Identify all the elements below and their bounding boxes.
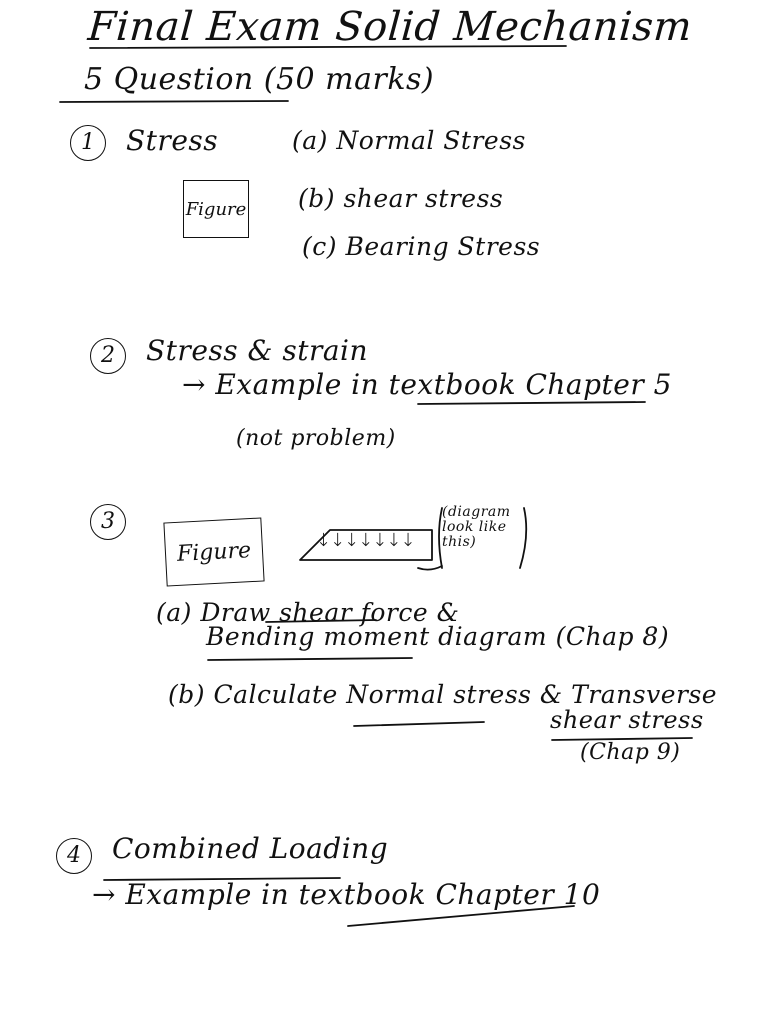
- question-4-number: 4: [56, 838, 92, 874]
- question-1-item-c: (c) Bearing Stress: [302, 232, 541, 261]
- page-title: Final Exam Solid Mechanism: [86, 4, 694, 50]
- question-3-number: 3: [90, 504, 126, 540]
- question-2-line-2: (not problem): [236, 426, 396, 451]
- question-1-figure-label: Figure: [185, 198, 247, 220]
- textbook-chapter-5-underline: [418, 402, 645, 404]
- question-4-line-1: → Example in textbook Chapter 10: [92, 878, 601, 911]
- bending-moment-underline: [208, 658, 412, 660]
- question-3-figure-box: [163, 517, 264, 586]
- question-2-heading: Stress & strain: [146, 334, 369, 367]
- normal-stress-underline: [354, 722, 484, 726]
- question-1-heading: Stress: [126, 124, 219, 157]
- diagram-note: (diagram look like this): [442, 504, 511, 550]
- question-1-number: 1: [70, 125, 106, 161]
- question-3-part-b-line-2: shear stress: [550, 706, 704, 734]
- question-3-part-b-line-3: (Chap 9): [580, 740, 681, 765]
- question-2-line-1: → Example in textbook Chapter 5: [182, 368, 672, 401]
- question-3-part-a-line-2: Bending moment diagram (Chap 8): [206, 622, 670, 651]
- question-3-part-a: (a) Draw shear force &: [156, 598, 460, 627]
- question-1-item-a: (a) Normal Stress: [292, 126, 526, 155]
- question-3-part-b: (b) Calculate Normal stress & Transverse: [168, 680, 718, 709]
- note-pointer: [418, 566, 442, 570]
- page-subtitle: 5 Question (50 marks): [84, 62, 435, 97]
- question-1-item-b: (b) shear stress: [298, 184, 504, 213]
- question-4-heading: Combined Loading: [112, 832, 389, 865]
- subtitle-underline: [60, 101, 288, 102]
- distributed-load-arrows: ↓↓↓↓↓↓↓: [316, 530, 415, 551]
- question-1-figure-box: [183, 180, 249, 238]
- question-3-figure-label: Figure: [176, 537, 252, 567]
- question-2-number: 2: [90, 338, 126, 374]
